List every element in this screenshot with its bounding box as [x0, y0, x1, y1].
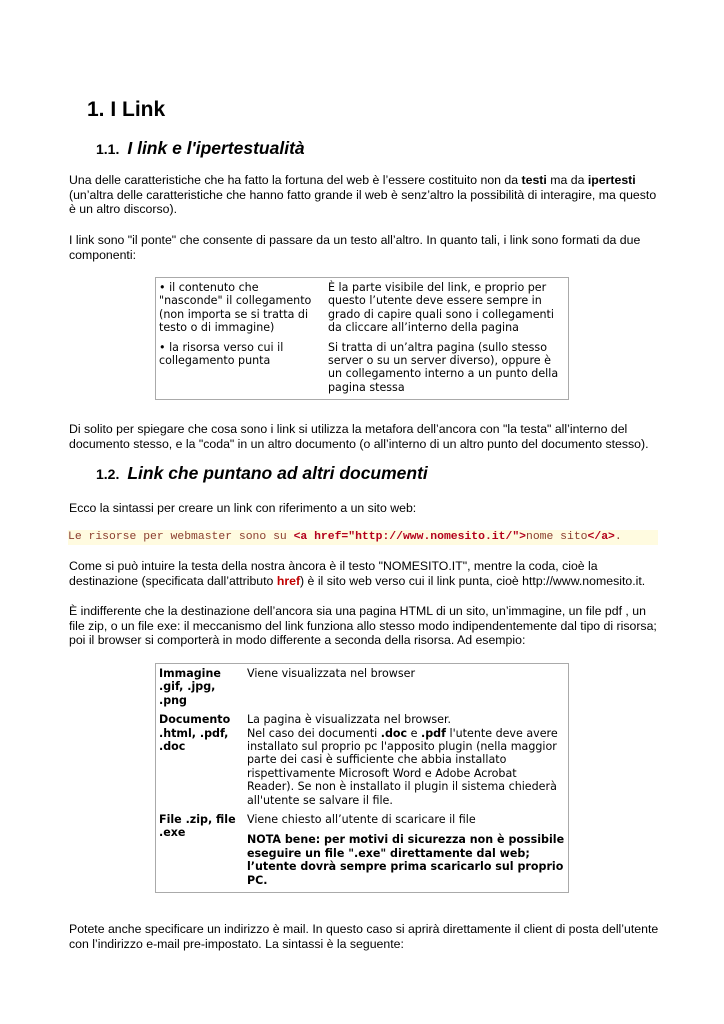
cell-text: la risorsa verso cui il collegamento punta: [159, 340, 284, 368]
page-title: 1. I Link: [87, 98, 166, 121]
section-title: Link che puntano ad altri documenti: [127, 463, 428, 483]
paragraph-anchor-metaphor: Di solito per spiegare che cosa sono i link si utilizza la metafora dell’ancora con "la testa" all’interno del documento stesso, e la "coda" in un altro documento (o all’interno di un altro punto del documento stesso).: [69, 422, 649, 451]
table-cell: [246, 712, 566, 810]
link-components-table: [155, 277, 569, 400]
bullet-icon: •: [159, 340, 166, 354]
cell-text: Viene chiesto all’utente di scaricare il file: [247, 813, 476, 827]
bold-word: .doc: [380, 726, 408, 740]
code-text: Le risorse per webmaster sono su: [68, 531, 294, 543]
table-cell: [246, 812, 566, 890]
paragraph-anchor-explanation: [69, 559, 659, 588]
section-number: 1.2.: [96, 466, 120, 482]
text-run: Come si può intuire la testa della nostra àncora è il testo "NOMESITO.IT", mentre la coda, cioè la destinazione (specificata dall’attributo: [69, 559, 598, 588]
table-cell: È la parte visibile del link, e proprio per questo l’utente deve essere sempre in grado di capire quali sono i collegamenti da cliccare all’interno della pagina: [328, 281, 554, 335]
text-run: Una delle caratteristiche che ha fatto la fortuna del web è l’essere costituito non da: [69, 173, 522, 187]
note-text: NOTA bene: per motivi di sicurezza non è possibile eseguire un file ".exe" direttamente dal web; l’utente dovrà sempre prima scaricarlo sul proprio PC.: [247, 833, 565, 887]
cell-text: e: [407, 726, 422, 740]
text-run: (un’altra delle caratteristiche che hanno fatto grande il web è senz’altro la possibilità di interagire, ma questo è un altro discorso).: [69, 187, 657, 217]
text-run: ) è il sito web verso cui il link punta, cioè http://www.nomesito.it.: [300, 573, 646, 588]
cell-text: l'utente deve avere installato sul proprio pc l'apposito plugin (nella maggior parte dei casi è sufficiente che abbia installato rispettivamente Microsoft Word e Adobe Acrobat Reader). Se non è installato il plugin il sistema chiederà all'utente se salvare il file.: [247, 726, 558, 807]
text-run: ma da: [546, 173, 588, 187]
section-heading-1: [96, 138, 305, 159]
section-heading-2: [96, 463, 428, 484]
section-title: I link e l'ipertestualità: [127, 138, 305, 158]
cell-text: il contenuto che "nasconde" il collegamento (non importa se si tratta di testo o di immagine): [159, 281, 312, 335]
table-row: [158, 812, 566, 890]
bullet-icon: •: [159, 281, 166, 294]
code-tag: </a>: [587, 531, 615, 543]
code-example: [68, 530, 658, 545]
paragraph-syntax: Ecco la sintassi per creare un link con riferimento a un sito web:: [69, 501, 417, 515]
highlighted-attribute: href: [276, 573, 301, 588]
table-cell: Viene visualizzata nel browser: [247, 667, 416, 680]
code-text: .: [614, 531, 622, 543]
section-number: 1.1.: [96, 141, 120, 157]
paragraph-resource-types: È indifferente che la destinazione dell’ancora sia una pagina HTML di un sito, un’immagine, un file pdf , un file zip, o un file exe: il meccanismo del link funziona allo stesso modo indipendentemente dal tipo di risorsa; poi il browser si comporterà in modo differente a seconda della risorsa. Ad esempio:: [69, 604, 657, 648]
bold-word: testi: [521, 173, 547, 187]
bold-word: ipertesti: [587, 173, 636, 187]
paragraph-intro: [69, 173, 659, 217]
paragraph-email: Potete anche specificare un indirizzo è mail. In questo caso si aprirà direttamente il client di posta dell’utente con l’indirizzo e-mail pre-impostato. La sintassi è la seguente:: [69, 922, 659, 951]
table-cell: File .zip, file .exe: [159, 813, 236, 840]
table-row: [158, 280, 566, 338]
table-row: [158, 712, 566, 810]
code-text: nome sito: [526, 531, 588, 543]
table-cell: [158, 340, 325, 398]
resource-types-table: [155, 663, 569, 893]
paragraph-link-components: I link sono "il ponte" che consente di passare da un testo all’altro. In quanto tali, i link sono formati da due componenti:: [69, 233, 641, 262]
table-cell: Immagine .gif, .jpg, .png: [159, 667, 221, 707]
code-tag: <a href="http://www.nomesito.it/">: [293, 531, 526, 543]
table-cell: [158, 280, 325, 338]
table-cell: Documento .html, .pdf, .doc: [159, 713, 231, 754]
cell-text: Nel caso dei documenti: [247, 726, 381, 740]
table-row: [158, 340, 566, 398]
table-row: [158, 666, 566, 710]
bold-word: .pdf: [421, 726, 446, 740]
table-cell: Si tratta di un’altra pagina (sullo stesso server o su un server diverso), oppure è un collegamento interno a un punto della pagina stessa: [328, 340, 559, 394]
cell-text: La pagina è visualizzata nel browser.: [247, 713, 452, 727]
